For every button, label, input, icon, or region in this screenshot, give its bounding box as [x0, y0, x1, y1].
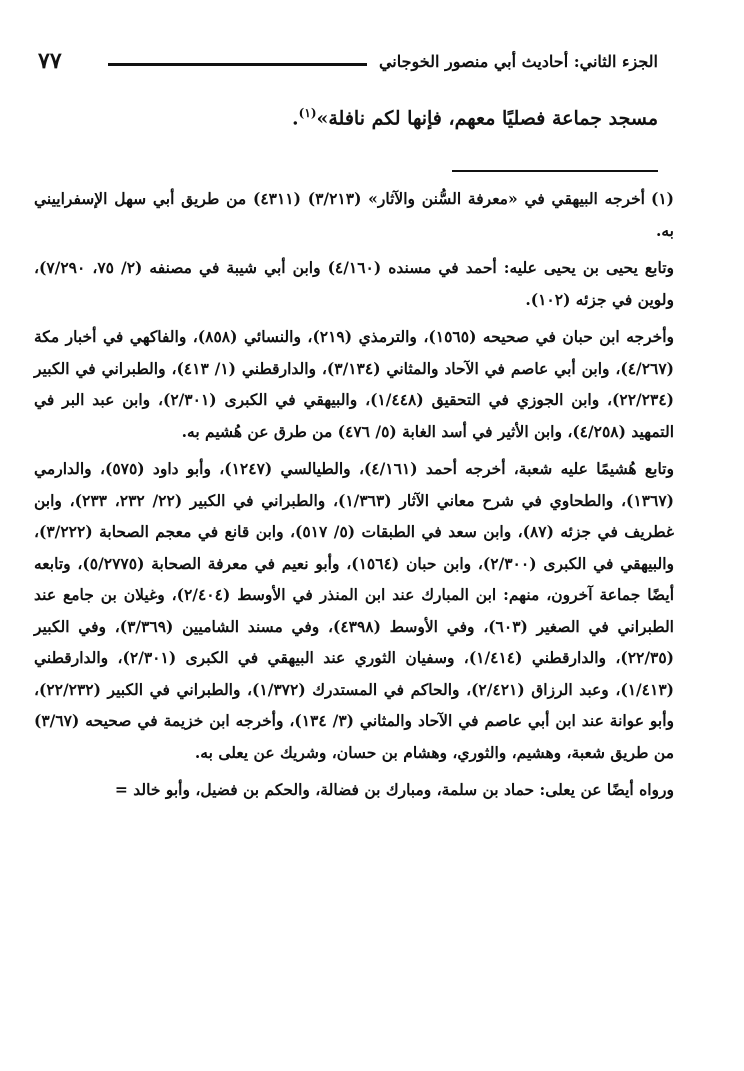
footnote-paragraph: وتابع يحيى بن يحيى عليه: أحمد في مسنده (٤/١٦٠) وابن أبي شيبة في مصنفه (٢/ ٧٥، ٧/٢٩٠)، ولوين في جزئه (١٠٢). [34, 258, 674, 309]
footnote-paragraph: ورواه أيضًا عن يعلى: حماد بن سلمة، ومبارك بن فضالة، والحكم بن فضيل، وأبو خالد = [114, 780, 674, 799]
header-rule [108, 63, 367, 66]
footnote-paragraph: وتابع هُشيمًا عليه شعبة، أخرجه أحمد (٤/١٦١)، والطيالسي (١٢٤٧)، وأبو داود (٥٧٥)، والدارمي (١٣٦٧)، والطحاوي في شرح معاني الآثار (١/٣٦٣)، والطبراني في الكبير (٢٢/ ٢٣٢، ٢٣٣)، وابن غطريف في جزئه (٨٧)، وابن سعد في الطبقات (٥/ ٥١٧)، وابن قانع في معجم الصحابة (٣/٢٢٢)، والبيهقي في الكبرى (٢/٣٠٠)، وابن حبان (١٥٦٤)، وأبو نعيم في معرفة الصحابة (٥/٢٧٧٥)، وتابعه أيضًا جماعة آخرون، منهم: ابن المبارك عند ابن المنذر في الأوسط (٢/٤٠٤)، وغيلان بن جامع عند الطبراني في الصغير (٦٠٣)، وفي الأوسط (٤٣٩٨)، وفي مسند الشاميين (٣/٣٦٩)، وفي الكبير (٢٢/٣٥)، والدارقطني (١/٤١٤)، وسفيان الثوري عند البيهقي في الكبرى (٢/٣٠١)، والدارقطني (١/٤١٣)، وعبد الرزاق (٢/٤٢١)، والحاكم في المستدرك (١/٣٧٢)، والطبراني في الكبير (٢٢/٢٣٢)، وأبو عوانة عند ابن أبي عاصم في الآحاد والمثاني (٣/ ١٣٤)، وأخرجه ابن خزيمة في صحيحه (٣/٦٧) من طريق شعبة، وهشيم، والثوري، وهشام بن حسان، وشريك عن يعلى به. [34, 459, 675, 762]
main-text: مسجد جماعة فصليًا معهم، فإنها لكم نافلة»$^{(١)}$. [292, 106, 658, 130]
running-title: الجزء الثاني: أحاديث أبي منصور الخوجاني [378, 51, 658, 71]
footnote-marker: (١) [650, 189, 674, 208]
footnote-reference: (١) [298, 106, 317, 120]
footnote-separator [452, 170, 658, 172]
footnote-paragraph [34, 183, 674, 246]
footnote-text: أخرجه البيهقي في «معرفة السُّنن والآثار» (٣/٢١٣) (٤٣١١) من طريق أبي سهل الإسفراييني به. [34, 189, 674, 240]
footnotes-section [34, 183, 674, 812]
footnote-paragraph: وأخرجه ابن حبان في صحيحه (١٥٦٥)، والترمذي (٢١٩)، والنسائي (٨٥٨)، والفاكهي في أخبار مكة (٤/٢٦٧)، وابن أبي عاصم في الآحاد والمثاني (٣/١٣٤)، والدارقطني (١/ ٤١٣)، والطبراني في الكبير (٢٢/٢٣٤)، وابن الجوزي في التحقيق (١/٤٤٨)، والبيهقي في الكبرى (٢/٣٠١)، وابن عبد البر في التمهيد (٤/٢٥٨)، وابن الأثير في أسد الغابة (٥/ ٤٧٦) من طرق عن هُشيم به. [34, 327, 675, 441]
page-header [38, 44, 658, 78]
main-text-body: مسجد جماعة فصليًا معهم، فإنها لكم نافلة» [316, 107, 658, 130]
page-number: ٧٧ [38, 48, 62, 74]
